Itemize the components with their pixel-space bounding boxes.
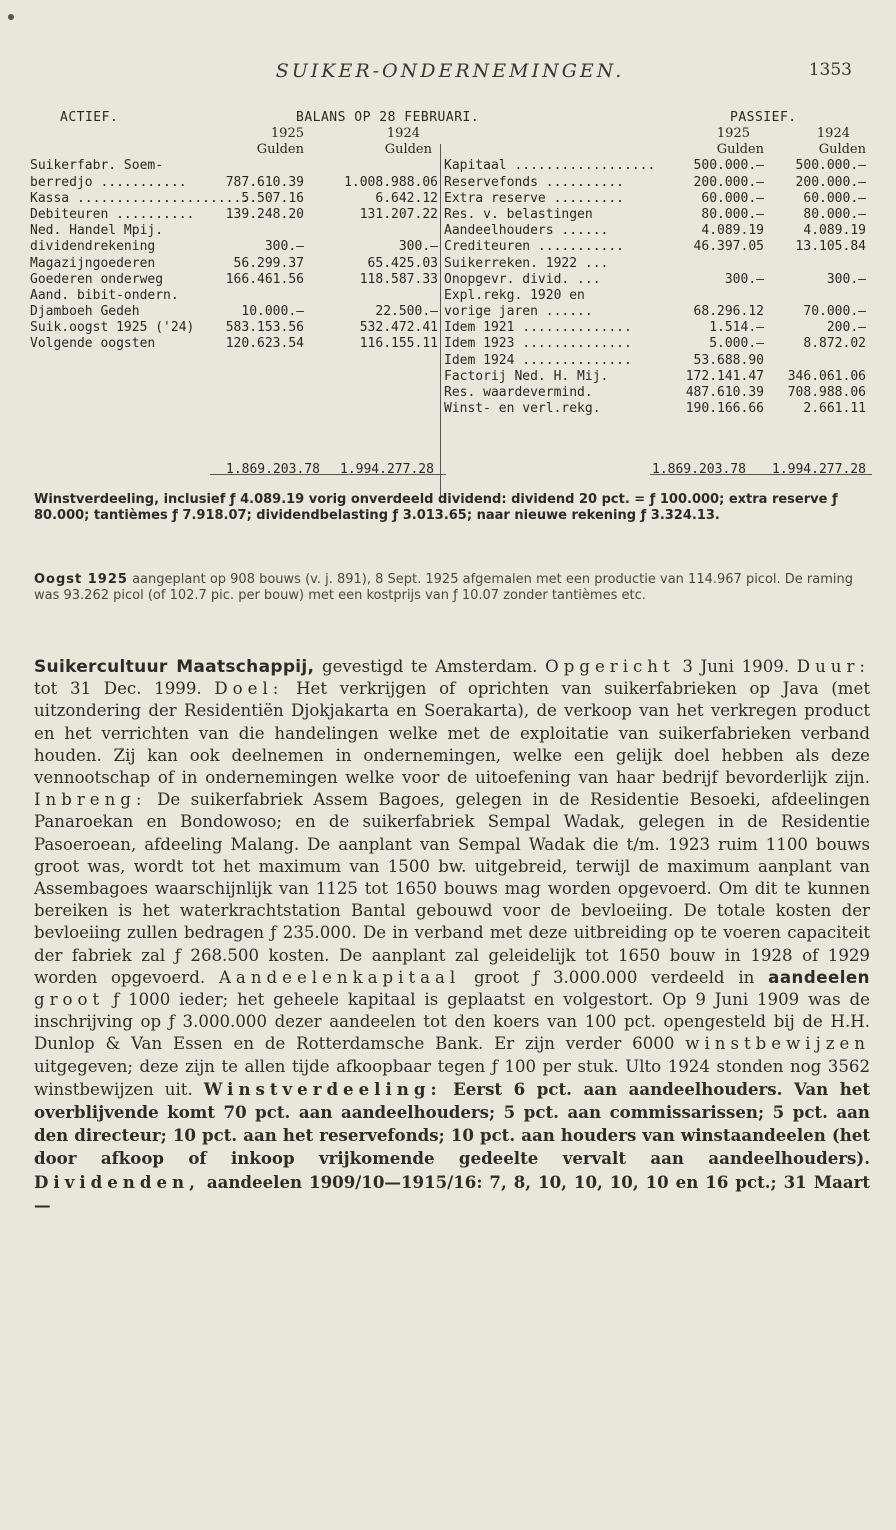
balance-row [444,256,872,272]
row-label: Magazijngoederen [30,255,156,271]
value-1924: 118.587.33 [359,271,438,287]
row-label: Aand. bibit-ondern. [30,287,179,303]
value-1925: 10.000.— [241,304,304,320]
balance-row [444,223,872,239]
keyword-winstverdeeling: Winstverdeeling: [203,1078,442,1099]
keyword-dividenden: Dividenden, [34,1171,200,1192]
actief-side [30,126,440,353]
value-1925: 787.610.39 [225,174,304,190]
currency-1925: Gulden [256,142,304,158]
balance-row [444,401,872,417]
balance-row [30,175,440,191]
value-1924: 80.000.— [803,206,866,222]
keyword-opgericht: Opgericht [545,657,675,676]
row-label: Res. waardevermind. [444,385,593,400]
harvest-note [34,572,870,604]
keyword-winstbewijzen: winstbewijzen [685,1034,870,1054]
value-1924: 60.000.— [803,190,866,206]
text-run: 3 Juni 1909. [674,657,797,676]
balance-columns [30,126,872,474]
column-divider [440,144,441,496]
currency-1924: Gulden [384,142,432,158]
value-1924: 70.000.— [803,304,866,320]
value-1924: 6.642.12 [375,190,438,206]
value-1925: 60.000.— [701,190,764,206]
value-1924: 300.— [826,271,866,287]
value-1925: 200.000.— [693,174,764,190]
total-right-1925: 1.869.203.78 [652,462,746,477]
value-1924: 65.425.03 [367,255,438,271]
value-1925: 68.296.12 [693,304,764,320]
balance-row [444,175,872,191]
actief-heading: ACTIEF. [60,110,119,125]
value-1924: 4.089.19 [803,223,866,239]
year-1924: 1924 [816,126,850,141]
row-label: Kapitaal .................. [444,158,656,174]
year-1924: 1924 [386,126,420,141]
value-1925: 190.166.66 [685,401,764,417]
row-label: Reservefonds .......... [444,174,625,190]
value-1924: 200.— [826,320,866,336]
balance-row [30,320,440,336]
balance-heading [30,110,872,126]
keyword-duur: Duur: [796,657,870,676]
value-1924: 708.988.06 [787,385,866,400]
value-1925: 583.153.56 [225,320,304,336]
value-1924: 13.105.84 [795,239,866,255]
passief-heading: PASSIEF. [730,110,797,125]
keyword-inbreng: Inbreng: [34,790,147,810]
balance-row [444,320,872,336]
row-label: Kassa ...................... [30,190,250,206]
value-1925: 5.507.16 [241,190,304,206]
row-label: berredjo ........... [30,174,187,190]
currency-1924: Gulden [818,142,866,158]
actief-year-header [30,126,440,142]
balance-row [30,272,440,288]
row-label: Ned. Handel Mpij. [30,223,164,239]
text-run: tot 31 Dec. 1999. [34,679,215,699]
value-1924: 300.— [398,239,438,255]
value-1924: 1.008.988.06 [344,174,438,190]
text-run: Het verkrijgen of oprichten van suikerfabrieken op Java (met uitzondering der Residentiën Djokjakarta en Soerakarta), de verkoop van het verkregen product en het verrichten van die handelingen welke met de exploitatie van suikerfabrieken verband houden. Zij kan ook deelnemen in ondernemingen, welke een gelijk doel hebben als deze vennootschap of in ondernemingen welke voor de uitoefening van haar bedrijf bevorderlijk zijn. [34,679,870,788]
value-1924: 8.872.02 [803,336,866,352]
row-label: Winst- en verl.rekg. [444,401,601,417]
keyword-doel: Doel: [214,679,284,699]
value-1925: 300.— [724,271,764,287]
company-description [34,656,870,1217]
balance-row [30,158,440,174]
total-right-1924: 1.994.277.28 [772,462,866,477]
keyword-groot: groot [34,990,105,1010]
balance-row [30,223,440,239]
row-label: Volgende oogsten [30,336,156,352]
balance-row [30,207,440,223]
value-1925: 53.688.90 [693,352,764,368]
balance-row [444,353,872,369]
year-1925: 1925 [716,126,750,141]
row-label: Idem 1923 .............. [444,336,632,352]
balance-row [444,336,872,352]
row-label: Expl.rekg. 1920 en [444,287,585,303]
value-1924: 200.000.— [795,174,866,190]
page-header [34,60,866,84]
balance-row [30,239,440,255]
balance-row [30,288,440,304]
year-1925: 1925 [270,126,304,141]
text-run: De suikerfabriek Assem Bagoes, gelegen in de Residentie Besoeki, afdeelingen Panaroekan en Bondowoso; en de suikerfabriek Sempal Wadak, gelegen in de Residentie Pasoeroean, afdeeling Malang. De aanplant van Sempal Wadak die t/m. 1923 ruim 1100 bouws groot was, wordt tot het maximum van 1500 bw. uitgebreid, terwijl de maximum aanplant van Assembagoes waarschijnlijk van 1125 tot 1650 bouws mag worden opgevoerd. Om dit te kunnen bereiken is het waterkrachtstation Bantal gebouwd voor de bevloeiing. De totale kosten der bevloeiing zullen bedragen ƒ 235.000. De in verband met deze uitbreiding op te voeren capaciteit der fabriek zal ƒ 268.500 kosten. De aanplant zal geleidelijk tot 1650 bouw in 1928 of 1929 worden opgevoerd. [34,790,870,987]
value-1925: 166.461.56 [225,271,304,287]
value-1924: 500.000.— [795,158,866,174]
actief-currency-header [30,142,440,158]
balance-totals [30,462,872,478]
text-run: uitgegeven; deze zijn te allen tijde afkoopbaar tegen ƒ 100 per stuk. Ulto 1924 stonden nog 3562 winstbewijzen uit. [34,1056,870,1099]
keyword-aandeelen: aandeelen [768,967,870,987]
value-1924: 22.500.— [375,304,438,320]
value-1925: 4.089.19 [701,223,764,239]
row-label: dividendrekening [30,239,156,255]
value-1925: 46.397.05 [693,239,764,255]
balance-row [444,158,872,174]
balance-row [444,207,872,223]
value-1925: 300.— [264,239,304,255]
balance-row [444,239,872,255]
row-label: Onopgevr. divid. ... [444,271,601,287]
text-run: groot ƒ 3.000.000 verdeeld in [460,967,769,987]
row-label: Suikerfabr. Soem- [30,158,164,174]
keyword-aandeelenkapitaal: Aandeelenkapitaal [218,967,461,987]
row-label: Factorij Ned. H. Mij. [444,368,609,384]
balance-row [444,191,872,207]
balance-row [444,369,872,385]
total-left-1924: 1.994.277.28 [340,462,434,477]
balance-row [30,191,440,207]
value-1925: 1.514.— [709,320,764,336]
currency-1925: Gulden [716,142,764,158]
value-1924: 532.472.41 [359,320,438,336]
value-1925: 56.299.37 [233,255,304,271]
text-run: Eerst 6 pct. aan aandeelhouders. Van het overblijvende komt 70 pct. aan aandeelhouders; 5 pct. aan commissarissen; 5 pct. aan den directeur; 10 pct. aan het reservefonds; 10 pct. aan houders van winstaandeelen (het door afkoop of inkoop vrijkomende gedeelte vervalt aan aandeelhouders). [34,1078,871,1169]
company-name: Suikercultuur Maatschappij, [34,657,315,677]
balance-row [30,304,440,320]
row-label: Res. v. belastingen [444,206,593,222]
harvest-heading: Oogst 1925 [34,572,128,587]
text-run: gevestigd te Amsterdam. [314,657,546,676]
row-label: Idem 1924 .............. [444,352,632,368]
text-run: aandeelen 1909/10—1915/16: 7, 8, 10, 10, 10, 10 en 16 pct.; 31 Maart— [34,1171,870,1215]
value-1925: 80.000.— [701,206,764,222]
row-label: Suik.oogst 1925 ('24) [30,320,195,336]
value-1924: 131.207.22 [359,206,438,222]
value-1925: 172.141.47 [685,368,764,384]
balance-sheet [30,110,872,477]
value-1925: 120.623.54 [225,336,304,352]
value-1925: 487.610.39 [685,385,764,400]
value-1925: 139.248.20 [225,206,304,222]
page-number: 1353 [808,60,852,80]
balance-row [444,385,872,401]
row-label: Goederen onderweg [30,271,164,287]
passief-side [444,126,872,417]
value-1925: 500.000.— [693,158,764,174]
text-run: ƒ 1000 ieder; het geheele kapitaal is geplaatst en volgestort. Op 9 Juni 1909 was de inschrijving op ƒ 3.000.000 dezer aandeelen tot den koers van 100 pct. opengesteld bij de H.H. Dunlop & Van Essen en de Rotterdamsche Bank. Er zijn verder 6000 [34,990,870,1054]
row-label: Aandeelhouders ...... [444,223,609,239]
speck-mark [8,14,14,20]
balance-title: BALANS OP 28 FEBRUARI. [296,110,480,125]
balance-row [444,288,872,304]
row-label: Extra reserve ......... [444,190,625,206]
row-label: Debiteuren .......... [30,206,195,222]
row-label: Idem 1921 .............. [444,320,632,336]
running-title: SUIKER-ONDERNEMINGEN. [275,60,625,82]
passief-year-header [444,126,872,142]
value-1924: 116.155.11 [359,336,438,352]
value-1924: 2.661.11 [803,401,866,417]
row-label: Suikerreken. 1922 ... [444,255,609,271]
balance-row [444,272,872,288]
value-1925: 5.000.— [709,336,764,352]
balance-row [444,304,872,320]
balance-row [30,256,440,272]
passief-currency-header [444,142,872,158]
row-label: vorige jaren ...... [444,304,593,320]
row-label: Crediteuren ........... [444,239,625,255]
harvest-text: aangeplant op 908 bouws (v. j. 891), 8 Sept. 1925 afgemalen met een productie van 114.967 picol. De raming was 93.262 picol (of 102.7 pic. per bouw) met een kostprijs van ƒ 10.07 zonder tantièmes etc. [34,572,853,603]
value-1924: 346.061.06 [787,368,866,384]
profit-distribution-note: Winstverdeeling, inclusief ƒ 4.089.19 vorig onverdeeld dividend: dividend 20 pct. = ƒ 100.000; extra reserve ƒ 80.000; tantièmes ƒ 7.918.07; dividendbelasting ƒ 3.013.65; naar nieuwe rekening ƒ 3.324.13. [34,492,838,523]
total-left-1925: 1.869.203.78 [226,462,320,477]
balance-row [30,336,440,352]
row-label: Djamboeh Gedeh [30,304,140,320]
